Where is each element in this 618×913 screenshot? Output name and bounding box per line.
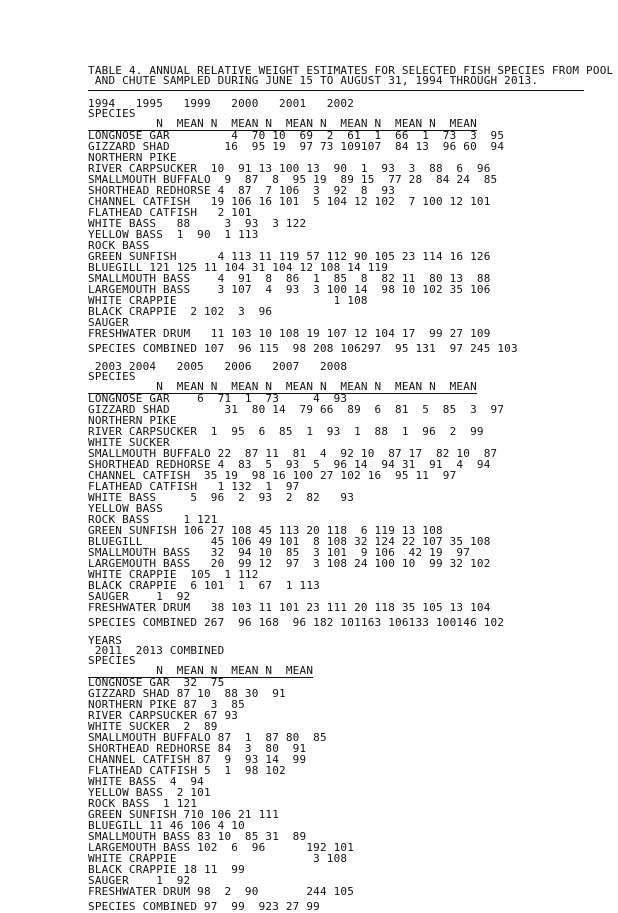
table-row: GIZZARD SHAD 31 80 14 79 66 89 6 81 5 85 3 97 xyxy=(88,403,505,416)
table-row: GIZZARD SHAD 87 10 88 30 91 xyxy=(88,687,286,700)
species-combined-row: SPECIES COMBINED 267 96 168 96 182 101163 106133 100146 102 xyxy=(88,616,505,629)
species-combined-row: SPECIES COMBINED 97 99 923 27 99 xyxy=(88,900,320,913)
column-header xyxy=(88,666,588,678)
table-row: SHORTHEAD REDHORSE 4 83 5 93 5 96 14 94 31 91 4 94 xyxy=(88,458,491,471)
table-row: FRESHWATER DRUM 98 2 90 244 105 xyxy=(88,885,355,898)
years-header: 2003 2004 2005 2006 2007 2008 xyxy=(88,360,348,373)
table-row: NORTHERN PIKE xyxy=(88,414,177,427)
block-2003-2008 xyxy=(88,362,588,628)
table-row: WHITE CRAPPIE 3 108 xyxy=(88,852,348,865)
table-row: SMALLMOUTH BASS 32 94 10 85 3 101 9 106 42 19 97 xyxy=(88,546,471,559)
years-label: YEARS xyxy=(88,634,123,647)
table-row: FLATHEAD CATFISH 5 1 98 102 xyxy=(88,764,286,777)
table-title-line1: TABLE 4. ANNUAL RELATIVE WEIGHT ESTIMATES FOR SELECTED FISH SPECIES FROM POOL xyxy=(88,64,614,77)
species-label: SPECIES xyxy=(88,107,136,120)
table-row: SMALLMOUTH BASS 4 91 8 86 1 85 8 82 11 80 13 88 xyxy=(88,272,491,285)
species-rows xyxy=(88,678,588,898)
table-row: LARGEMOUTH BASS 20 99 12 97 3 108 24 100 10 99 32 102 xyxy=(88,557,491,570)
column-header xyxy=(88,119,588,131)
table-row: SMALLMOUTH BUFFALO 22 87 11 81 4 92 10 87 17 82 10 87 xyxy=(88,447,498,460)
years-header: 2011 2013 COMBINED xyxy=(88,644,225,657)
table-row: RIVER CARPSUCKER 67 93 xyxy=(88,709,239,722)
years-header: 1994 1995 1999 2000 2001 2002 xyxy=(88,97,355,110)
species-label: SPECIES xyxy=(88,370,136,383)
table-row: WHITE CRAPPIE 105 1 112 xyxy=(88,568,259,581)
table-row: WHITE BASS 4 94 xyxy=(88,775,204,788)
species-label: SPECIES xyxy=(88,654,136,667)
table-row: ROCK BASS xyxy=(88,239,150,252)
table-row: YELLOW BASS xyxy=(88,502,164,515)
table-row: GREEN SUNFISH 4 113 11 119 57 112 90 105 23 114 16 126 xyxy=(88,250,491,263)
title-rule xyxy=(88,90,584,91)
table-row: CHANNEL CATFISH 87 9 93 14 99 xyxy=(88,753,307,766)
table-row: SMALLMOUTH BUFFALO 9 87 8 95 19 89 15 77 28 84 24 85 xyxy=(88,173,498,186)
report-page xyxy=(88,64,614,913)
table-row: BLACK CRAPPIE 2 102 3 96 xyxy=(88,305,273,318)
table-row: GIZZARD SHAD 16 95 19 97 73 109107 84 13 96 60 94 xyxy=(88,140,505,153)
table-row: WHITE SUCKER 2 89 xyxy=(88,720,218,733)
table-row: CHANNEL CATFISH 35 19 98 16 100 27 102 16 95 11 97 xyxy=(88,469,457,482)
table-row: LARGEMOUTH BASS 102 6 96 192 101 xyxy=(88,841,355,854)
species-rows xyxy=(88,131,588,340)
table-row: RIVER CARPSUCKER 1 95 6 85 1 93 1 88 1 96 2 99 xyxy=(88,425,484,438)
table-row: BLACK CRAPPIE 6 101 1 67 1 113 xyxy=(88,579,320,592)
table-row: BLUEGILL 45 106 49 101 8 108 32 124 22 107 35 108 xyxy=(88,535,491,548)
table-row: ROCK BASS 1 121 xyxy=(88,513,218,526)
table-row: NORTHERN PIKE xyxy=(88,151,177,164)
table-row: WHITE BASS 88 3 93 3 122 xyxy=(88,217,307,230)
table-row: LONGNOSE GAR 6 71 1 73 4 93 xyxy=(88,392,348,405)
table-row: SMALLMOUTH BUFFALO 87 1 87 80 85 xyxy=(88,731,327,744)
column-header xyxy=(88,382,588,394)
table-row: ROCK BASS 1 121 xyxy=(88,797,198,810)
table-title-line2: AND CHUTE SAMPLED DURING JUNE 15 TO AUGUST 31, 1994 THROUGH 2013. xyxy=(88,74,539,87)
table-row: SAUGER 1 92 xyxy=(88,590,191,603)
table-row: BLUEGILL 11 46 106 4 10 xyxy=(88,819,245,832)
column-header-text: N MEAN N MEAN N MEAN N MEAN N MEAN N MEAN xyxy=(88,380,477,393)
table-row: YELLOW BASS 2 101 xyxy=(88,786,211,799)
table-row: BLACK CRAPPIE 18 11 99 xyxy=(88,863,245,876)
table-row: SAUGER xyxy=(88,316,129,329)
table-row: LONGNOSE GAR 32 75 xyxy=(88,676,225,689)
table-row: SHORTHEAD REDHORSE 4 87 7 106 3 92 8 93 xyxy=(88,184,396,197)
table-row: WHITE SUCKER xyxy=(88,436,170,449)
block-2011-combined xyxy=(88,636,588,912)
table-row: RIVER CARPSUCKER 10 91 13 100 13 90 1 93 3 88 6 96 xyxy=(88,162,491,175)
table-row: GREEN SUNFISH 710 106 21 111 xyxy=(88,808,280,821)
block-1994-2002 xyxy=(88,99,588,354)
table-row: NORTHERN PIKE 87 3 85 xyxy=(88,698,245,711)
table-row: FLATHEAD CATFISH 2 101 xyxy=(88,206,252,219)
table-row: SAUGER 1 92 xyxy=(88,874,191,887)
table-row: FRESHWATER DRUM 38 103 11 101 23 111 20 118 35 105 13 104 xyxy=(88,601,491,614)
table-row: YELLOW BASS 1 90 1 113 xyxy=(88,228,259,241)
table-row: LONGNOSE GAR 4 70 10 69 2 61 1 66 1 73 3 95 xyxy=(88,129,505,142)
table-row: BLUEGILL 121 125 11 104 31 104 12 108 14 119 xyxy=(88,261,389,274)
column-header-text: N MEAN N MEAN N MEAN xyxy=(88,664,314,677)
table-row: SMALLMOUTH BASS 83 10 85 31 89 xyxy=(88,830,307,843)
table-row: GREEN SUNFISH 106 27 108 45 113 20 118 6 119 13 108 xyxy=(88,524,443,537)
table-row: LARGEMOUTH BASS 3 107 4 93 3 100 14 98 10 102 35 106 xyxy=(88,283,491,296)
table-row: WHITE BASS 5 96 2 93 2 82 93 xyxy=(88,491,355,504)
species-rows xyxy=(88,394,588,614)
table-row: FRESHWATER DRUM 11 103 10 108 19 107 12 104 17 99 27 109 xyxy=(88,327,491,340)
species-combined-row: SPECIES COMBINED 107 96 115 98 208 106297 95 131 97 245 103 xyxy=(88,342,518,355)
table-row: FLATHEAD CATFISH 1 132 1 97 xyxy=(88,480,300,493)
column-header-text: N MEAN N MEAN N MEAN N MEAN N MEAN N MEAN xyxy=(88,117,477,130)
table-row: WHITE CRAPPIE 1 108 xyxy=(88,294,368,307)
table-row: CHANNEL CATFISH 19 106 16 101 5 104 12 102 7 100 12 101 xyxy=(88,195,491,208)
table-row: SHORTHEAD REDHORSE 84 3 80 91 xyxy=(88,742,307,755)
